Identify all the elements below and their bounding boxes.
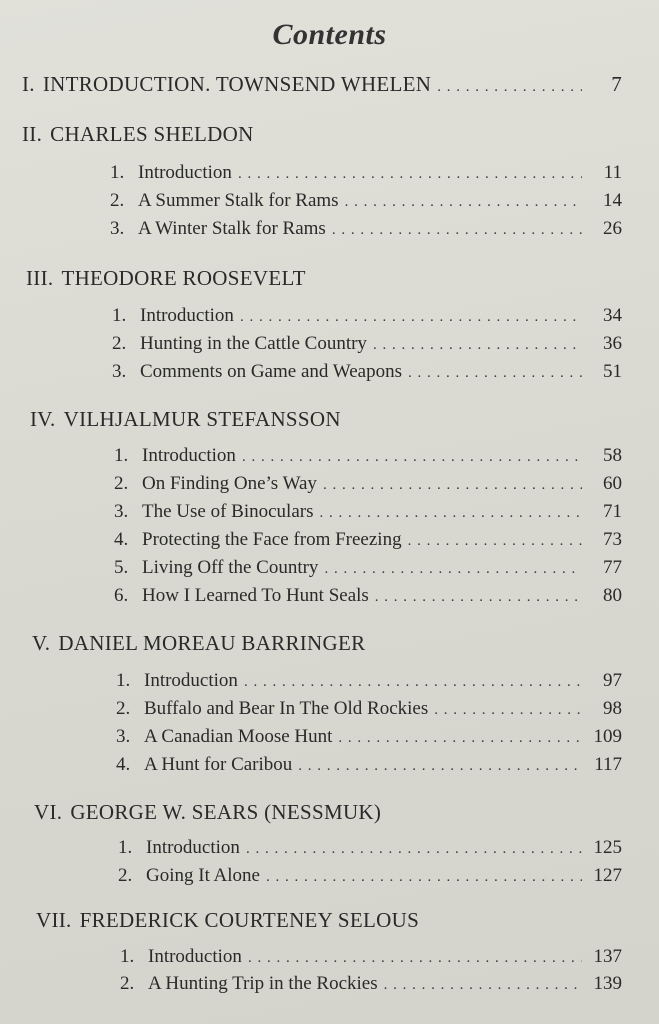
toc-entry — [114, 445, 622, 467]
entry-title: Going It Alone — [146, 865, 260, 886]
entry-title: Living Off the Country — [142, 557, 319, 578]
leader-dots — [266, 869, 582, 886]
chapter-number: IV. — [30, 407, 56, 431]
entry-title: Comments on Game and Weapons — [140, 361, 402, 382]
page-number: 125 — [593, 837, 622, 858]
toc-entry — [112, 333, 622, 355]
entry-title: A Hunt for Caribou — [144, 754, 293, 775]
chapter-number: II. — [22, 122, 43, 146]
page-number: 98 — [603, 698, 622, 719]
entry-number: 4. — [116, 754, 131, 775]
entry-title: Protecting the Face from Freezing — [142, 529, 402, 550]
page-number: 26 — [603, 218, 622, 239]
page-number: 77 — [603, 557, 622, 578]
entry-title: How I Learned To Hunt Seals — [142, 585, 369, 606]
page-number: 137 — [593, 946, 622, 967]
leader-dots — [324, 561, 582, 578]
leader-dots — [345, 194, 582, 211]
entry-title: A Canadian Moose Hunt — [144, 726, 333, 747]
page-number: 117 — [594, 754, 622, 775]
leader-dots — [373, 337, 582, 354]
entry-title: Introduction — [148, 946, 242, 967]
toc-entry — [120, 946, 622, 968]
toc-entry — [110, 162, 622, 184]
toc-entry — [114, 501, 622, 523]
entry-title: Buffalo and Bear In The Old Rockies — [144, 698, 429, 719]
page-number: 60 — [603, 473, 622, 494]
leader-dots — [437, 79, 582, 96]
page-number: 109 — [593, 726, 622, 747]
leader-dots — [338, 730, 582, 747]
entry-number: 1. — [110, 162, 125, 183]
toc-entry — [110, 218, 622, 240]
toc-entry — [112, 305, 622, 327]
chapter-title: INTRODUCTION. TOWNSEND WHELEN — [42, 72, 432, 96]
page-number: 58 — [603, 445, 622, 466]
toc-entry — [120, 973, 622, 995]
chapter-title: VILHJALMUR STEFANSSON — [63, 407, 341, 431]
page-title: Contents — [272, 18, 387, 51]
entry-number: 1. — [116, 670, 131, 691]
entry-number: 2. — [112, 333, 127, 354]
page-number: 127 — [593, 865, 622, 886]
page-number: 139 — [593, 973, 622, 994]
toc-entry — [114, 529, 622, 551]
entry-number: 3. — [114, 501, 129, 522]
leader-dots — [238, 166, 582, 183]
entry-title: Introduction — [138, 162, 232, 183]
chapter-heading-2 — [22, 122, 254, 147]
page-number: 11 — [603, 162, 622, 183]
leader-dots — [408, 533, 582, 550]
entry-title: A Hunting Trip in the Rockies — [148, 973, 378, 994]
entry-title: Introduction — [144, 670, 238, 691]
chapter-number: V. — [32, 631, 51, 655]
entry-number: 1. — [120, 946, 135, 967]
chapter-title: CHARLES SHELDON — [50, 122, 254, 146]
entry-number: 1. — [112, 305, 127, 326]
entry-title: Introduction — [142, 445, 236, 466]
page-number: 97 — [603, 670, 622, 691]
toc-entry — [114, 585, 622, 607]
chapter-heading-3 — [26, 266, 306, 291]
entry-title: The Use of Binoculars — [142, 501, 314, 522]
toc-entry — [118, 837, 622, 859]
chapter-heading-6 — [34, 800, 381, 825]
page-number: 36 — [603, 333, 622, 354]
entry-number: 2. — [118, 865, 133, 886]
leader-dots — [375, 589, 582, 606]
entry-number: 3. — [110, 218, 125, 239]
leader-dots — [332, 222, 582, 239]
leader-dots — [384, 977, 582, 994]
toc-entry — [118, 865, 622, 887]
leader-dots — [408, 365, 582, 382]
leader-dots — [319, 505, 582, 522]
chapter-heading-5 — [32, 631, 365, 656]
entry-number: 2. — [114, 473, 129, 494]
chapter-heading-7 — [36, 908, 419, 933]
entry-number: 1. — [114, 445, 129, 466]
leader-dots — [434, 702, 582, 719]
chapter-number: I. — [22, 72, 35, 96]
leader-dots — [246, 841, 582, 858]
toc-entry — [116, 698, 622, 720]
entry-number: 3. — [116, 726, 131, 747]
chapter-heading-4 — [30, 407, 341, 432]
toc-entry — [116, 726, 622, 748]
page-number: 80 — [603, 585, 622, 606]
toc-entry — [114, 473, 622, 495]
toc-entry — [112, 361, 622, 383]
entry-number: 4. — [114, 529, 129, 550]
toc-entry — [116, 670, 622, 692]
chapter-title: FREDERICK COURTENEY SELOUS — [79, 908, 420, 932]
page-number: 73 — [603, 529, 622, 550]
page-number: 14 — [603, 190, 622, 211]
leader-dots — [242, 449, 582, 466]
chapter-number: III. — [26, 266, 54, 290]
page-number: 7 — [611, 72, 622, 96]
page-number: 71 — [603, 501, 622, 522]
chapter-number: VII. — [36, 908, 72, 932]
chapter-title: THEODORE ROOSEVELT — [61, 266, 306, 290]
entry-number: 3. — [112, 361, 127, 382]
leader-dots — [248, 950, 582, 967]
entry-number: 6. — [114, 585, 129, 606]
entry-number: 1. — [118, 837, 133, 858]
leader-dots — [323, 477, 582, 494]
entry-title: A Winter Stalk for Rams — [138, 218, 326, 239]
entry-title: Introduction — [146, 837, 240, 858]
toc-entry — [116, 754, 622, 776]
entry-number: 5. — [114, 557, 129, 578]
entry-title: On Finding One’s Way — [142, 473, 317, 494]
entry-title: A Summer Stalk for Rams — [138, 190, 339, 211]
chapter-heading-1 — [22, 72, 622, 97]
toc-entry — [114, 557, 622, 579]
page-number: 51 — [603, 361, 622, 382]
entry-title: Introduction — [140, 305, 234, 326]
page-number: 34 — [603, 305, 622, 326]
entry-number: 2. — [110, 190, 125, 211]
leader-dots — [244, 674, 582, 691]
entry-title: Hunting in the Cattle Country — [140, 333, 367, 354]
chapter-title: DANIEL MOREAU BARRINGER — [58, 631, 366, 655]
leader-dots — [298, 758, 582, 775]
entry-number: 2. — [120, 973, 135, 994]
leader-dots — [240, 309, 582, 326]
chapter-title: GEORGE W. SEARS (NESSMUK) — [70, 800, 382, 824]
entry-number: 2. — [116, 698, 131, 719]
toc-entry — [110, 190, 622, 212]
chapter-number: VI. — [34, 800, 63, 824]
